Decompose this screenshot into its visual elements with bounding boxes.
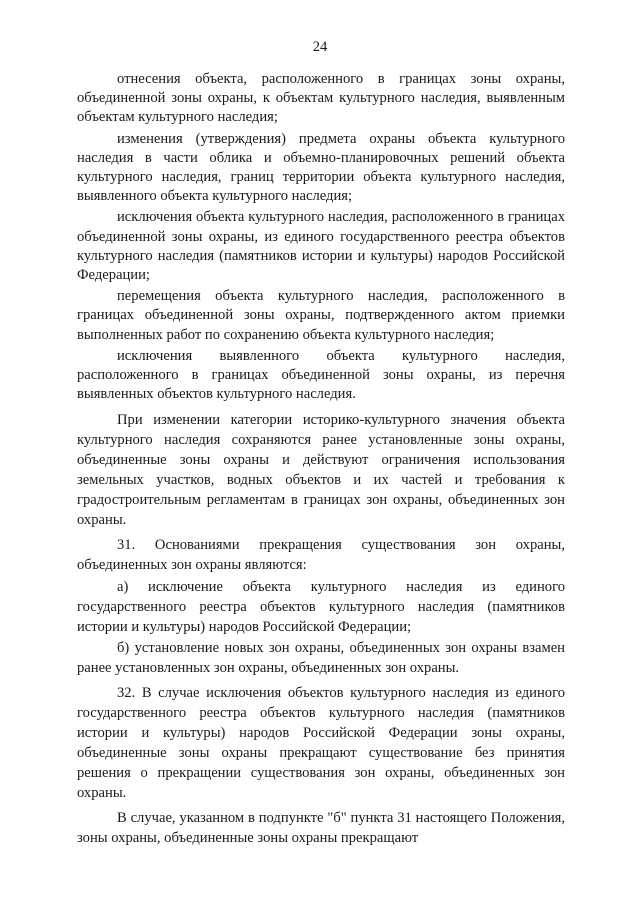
paragraph-category-change: При изменении категории историко-культурного значения объекта культурного наследия сохраняются ранее установленные зоны охраны, объединенные зоны охраны и действуют ограничения использования земельных участков, водных объектов и их частей и требования к градостроительным регламентам в границах зон охраны, объединенных зон охраны. <box>77 412 565 528</box>
paragraph-protection-subject-change: изменения (утверждения) предмета охраны объекта культурного наследия в части облика и объемно-планировочных решений объекта культурного наследия, границ территории объекта культурного наследия, выявленного объекта культурного наследия; <box>77 130 565 205</box>
paragraph-clause-32: 32. В случае исключения объектов культурного наследия из единого государственного реестра объектов культурного наследия (памятников истории и культуры) народов Российской Федерации зоны охраны, объединенные зоны охраны прекращают существование без принятия решения о прекращении существования зон охраны, объединенных зон охраны. <box>77 685 565 801</box>
paragraph-clause-31-b: б) установление новых зон охраны, объединенных зон охраны взамен ранее установленных зон охраны, объединенных зон охраны. <box>77 640 565 677</box>
paragraph-exclusion-identified: исключения выявленного объекта культурного наследия, расположенного в границах объединенной зоны охраны, из перечня выявленных объектов культурного наследия. <box>77 347 565 403</box>
paragraph-clause-31: 31. Основаниями прекращения существования зон охраны, объединенных зон охраны являются: <box>77 536 565 573</box>
paragraph-exclusion-from-register: исключения объекта культурного наследия, расположенного в границах объединенной зоны охраны, из единого государственного реестра объектов культурного наследия (памятников истории и культуры) народов Российской Федерации; <box>77 209 565 284</box>
document-body <box>77 70 565 848</box>
page-number: 24 <box>312 39 328 55</box>
paragraph-subclause-b-case: В случае, указанном в подпункте "б" пункта 31 настоящего Положения, зоны охраны, объединенные зоны охраны прекращают <box>77 809 565 846</box>
paragraph-clause-31-a: а) исключение объекта культурного наследия из единого государственного реестра объектов культурного наследия (памятников истории и культуры) народов Российской Федерации; <box>77 578 565 635</box>
paragraph-relocation: перемещения объекта культурного наследия, расположенного в границах объединенной зоны охраны, подтвержденного актом приемки выполненных работ по сохранению объекта культурного наследия; <box>77 288 565 343</box>
paragraph-reclassification: отнесения объекта, расположенного в границах зоны охраны, объединенной зоны охраны, к объектам культурного наследия, выявленным объектам культурного наследия; <box>77 71 565 126</box>
